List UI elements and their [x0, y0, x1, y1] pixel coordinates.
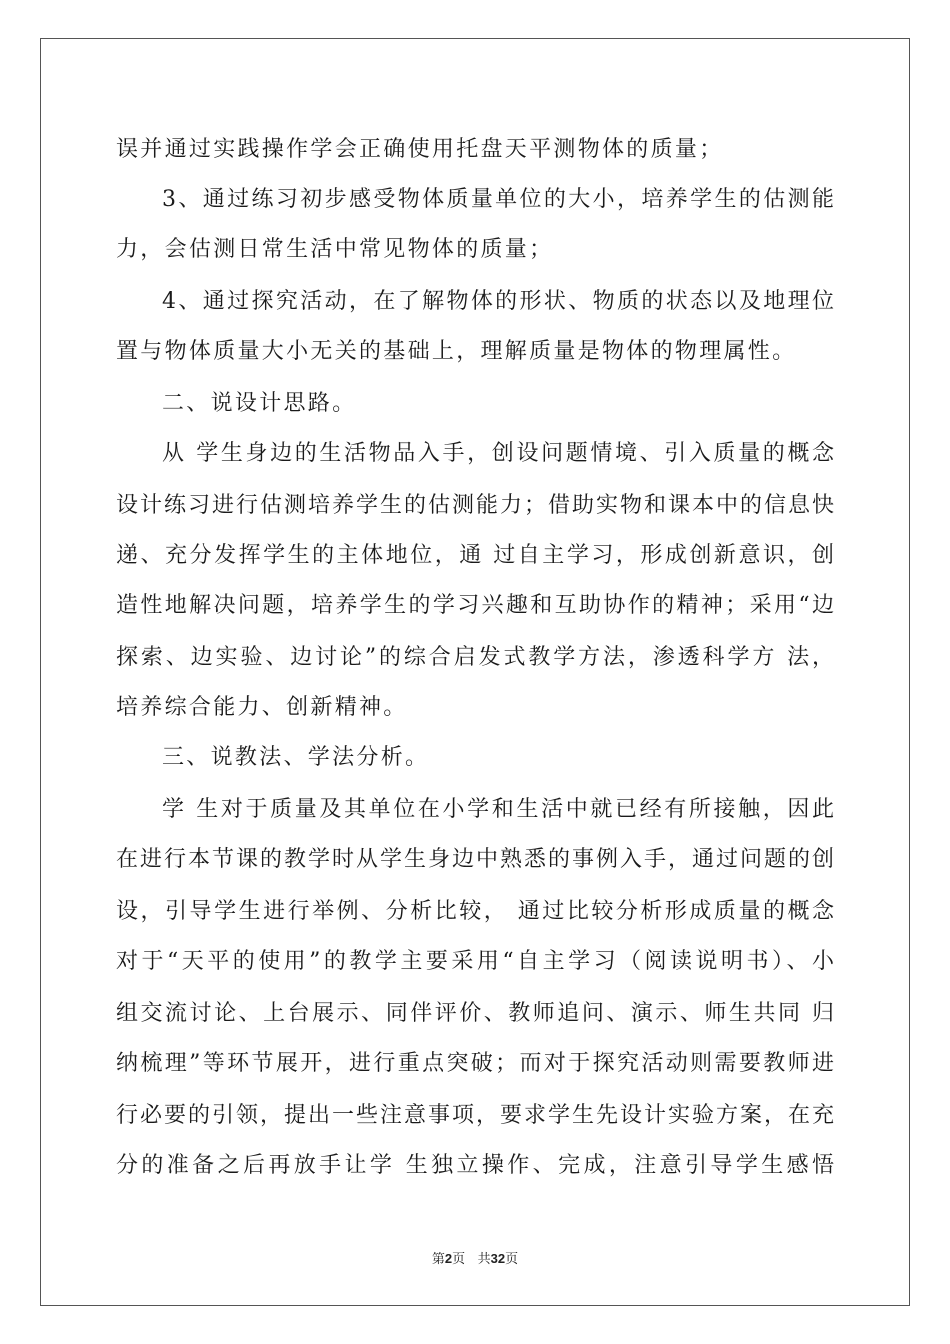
- total-suffix: 页: [505, 1252, 519, 1267]
- text-line: 在进行本节课的教学时从学生身边中熟悉的事例入手，通过问题的创: [116, 847, 834, 872]
- text-line: 组交流讨论、上台展示、同伴评价、教师追问、演示、师生共同 归: [116, 1001, 834, 1026]
- text-line: 培养综合能力、创新精神。: [116, 695, 408, 720]
- page-prefix: 第: [431, 1252, 445, 1267]
- page-suffix: 页: [452, 1252, 466, 1267]
- text-line: 分的准备之后再放手让学 生独立操作、完成，注意引导学生感悟: [116, 1153, 834, 1178]
- text-line: 误并通过实践操作学会正确使用托盘天平测物体的质量；: [116, 137, 724, 162]
- text-line: 学 生对于质量及其单位在小学和生活中就已经有所接触，因此: [162, 797, 834, 822]
- text-line: 力，会估测日常生活中常见物体的质量；: [116, 237, 554, 262]
- text-line: 对于“天平的使用”的教学主要采用“自主学习（阅读说明书）、小: [116, 949, 834, 974]
- total-prefix: 共: [477, 1252, 491, 1267]
- text-line: 设，引导学生进行举例、分析比较， 通过比较分析形成质量的概念: [116, 899, 834, 924]
- text-line: 造性地解决问题，培养学生的学习兴趣和互助协作的精神；采用“边: [116, 593, 834, 618]
- text-line: 置与物体质量大小无关的基础上，理解质量是物体的物理属性。: [116, 339, 797, 364]
- page-number: 2: [444, 1251, 453, 1266]
- section-heading: 二、说设计思路。: [162, 391, 357, 416]
- text-line: 设计练习进行估测培养学生的估测能力；借助实物和课本中的信息快: [116, 493, 834, 518]
- text-line: 纳梳理”等环节展开，进行重点突破；而对于探究活动则需要教师进: [116, 1051, 834, 1076]
- page-footer: [0, 1248, 950, 1267]
- section-heading: 三、说教法、学法分析。: [162, 745, 430, 770]
- text-line: 4、通过探究活动，在了解物体的形状、物质的状态以及地理位: [162, 289, 834, 314]
- text-line: 从 学生身边的生活物品入手，创设问题情境、引入质量的概念: [162, 441, 834, 466]
- text-line: 3、通过练习初步感受物体质量单位的大小，培养学生的估测能: [162, 187, 834, 212]
- text-line: 行必要的引领，提出一些注意事项，要求学生先设计实验方案，在充: [116, 1103, 834, 1128]
- text-line: 探索、边实验、边讨论”的综合启发式教学方法，渗透科学方 法，: [116, 645, 834, 670]
- total-pages: 32: [490, 1251, 506, 1266]
- text-line: 递、充分发挥学生的主体地位，通 过自主学习，形成创新意识，创: [116, 543, 834, 568]
